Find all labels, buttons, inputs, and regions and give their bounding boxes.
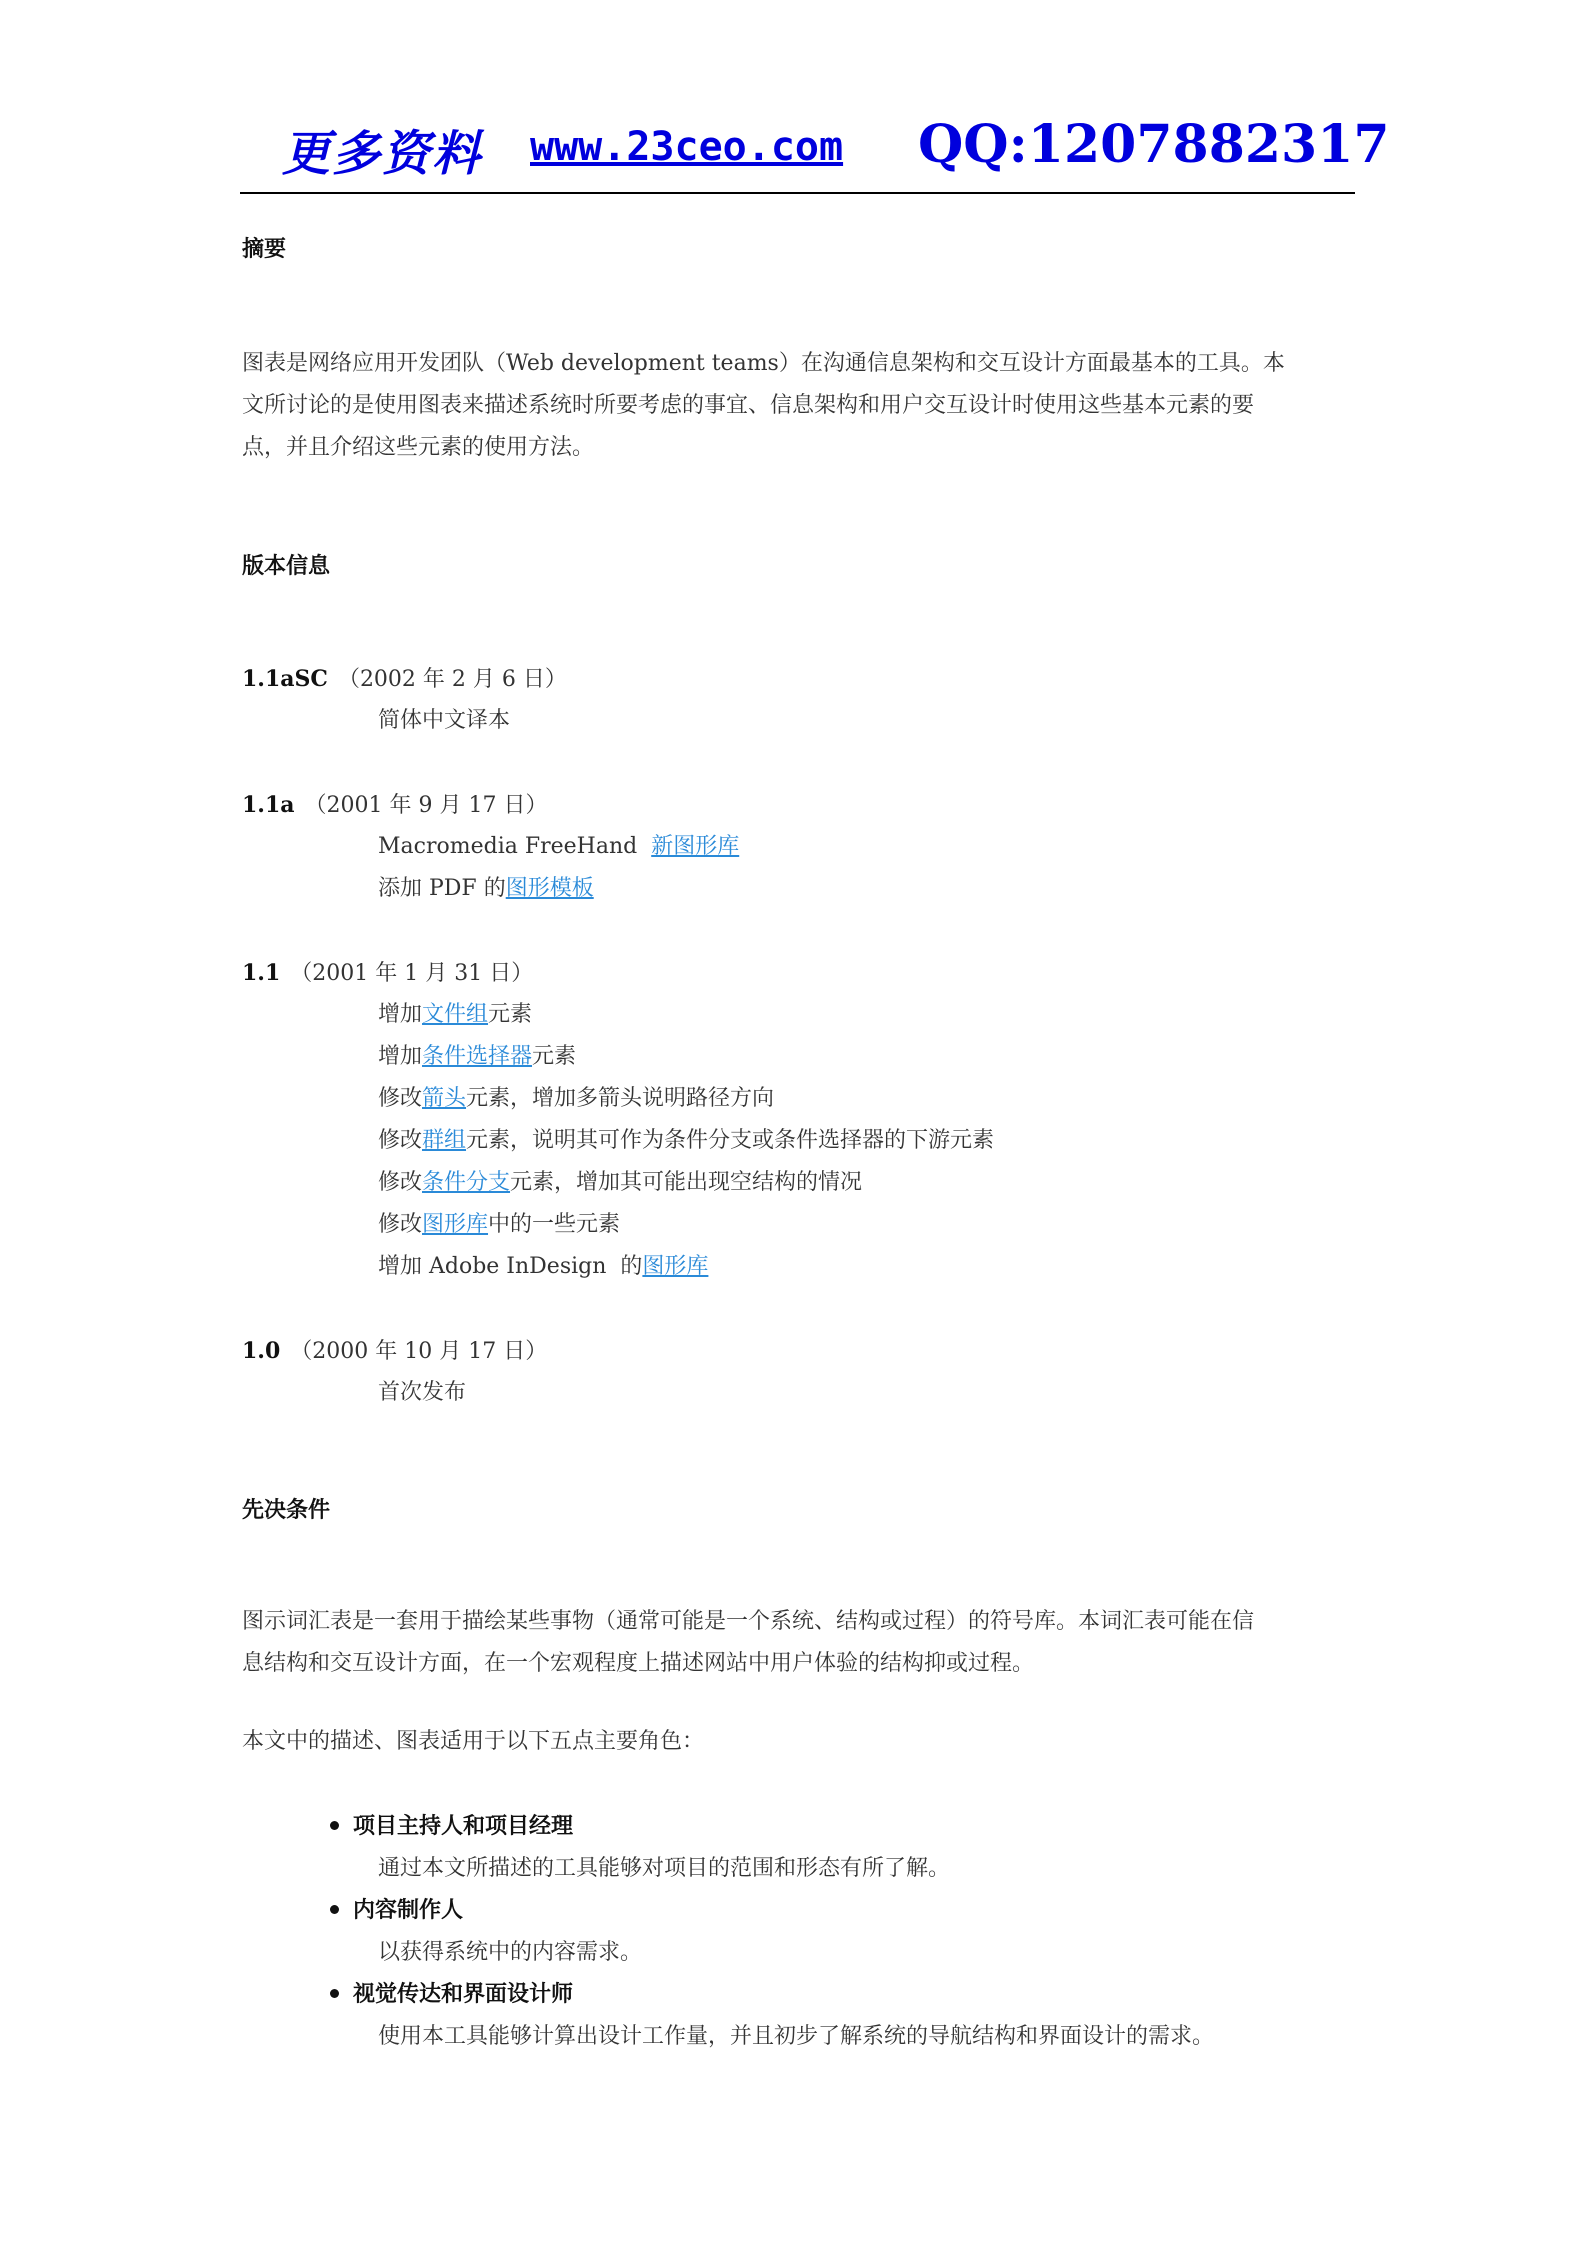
abstract-line: 文所讨论的是使用图表来描述系统时所要考虑的事宜、信息架构和用户交互设计时使用这些基本元素的要 — [242, 393, 1255, 418]
change-text: Macromedia FreeHand — [378, 834, 652, 859]
role-title: 视觉传达和界面设计师 — [353, 1982, 574, 2007]
header-url-link[interactable]: www.23ceo.com — [530, 124, 844, 170]
version-change-item — [378, 1001, 532, 1029]
header-qq-number: QQ:1207882317 — [918, 114, 1390, 175]
version-date: （2000 年 10 月 17 日） — [290, 1339, 548, 1364]
change-text: 元素 — [532, 1044, 577, 1069]
version-date: （2001 年 1 月 31 日） — [290, 961, 534, 986]
version-entry-title — [242, 665, 567, 694]
role-title: 内容制作人 — [353, 1898, 464, 1923]
version-entry-title — [242, 791, 547, 820]
role-description: 使用本工具能够计算出设计工作量，并且初步了解系统的导航结构和界面设计的需求。 — [378, 2024, 1215, 2049]
file-group-link[interactable]: 文件组 — [422, 1002, 489, 1027]
change-text: 增加 — [378, 1002, 423, 1027]
abstract-heading: 摘要 — [242, 237, 287, 262]
header-promo-text: 更多资料 — [282, 126, 483, 182]
role-description: 通过本文所描述的工具能够对项目的范围和形态有所了解。 — [378, 1856, 951, 1881]
version-change-item: 简体中文译本 — [378, 708, 511, 733]
change-text: 增加 — [378, 1044, 423, 1069]
abstract-paragraph — [242, 343, 1357, 469]
freehand-library-link[interactable]: 新图形库 — [651, 834, 740, 859]
version-date: （2002 年 2 月 6 日） — [337, 667, 567, 692]
roles-intro: 本文中的描述、图表适用于以下五点主要角色： — [242, 1729, 705, 1754]
prereq-line: 息结构和交互设计方面，在一个宏观程度上描述网站中用户体验的结构抑或过程。 — [242, 1651, 1035, 1676]
version-change-item — [378, 1169, 862, 1197]
change-text: 元素，增加多箭头说明路径方向 — [466, 1086, 775, 1111]
page-header — [240, 110, 1390, 194]
prereq-heading: 先决条件 — [242, 1498, 331, 1523]
version-date: （2001 年 9 月 17 日） — [304, 793, 548, 818]
version-change-item — [378, 1043, 576, 1071]
arrow-link[interactable]: 箭头 — [422, 1086, 467, 1111]
change-text: 元素 — [488, 1002, 533, 1027]
version-entry-title — [242, 1337, 547, 1366]
change-text: 修改 — [378, 1212, 423, 1237]
bullet-icon — [330, 1905, 339, 1914]
version-change-item — [378, 1211, 620, 1239]
bullet-icon — [330, 1821, 339, 1830]
shape-library-link[interactable]: 图形库 — [422, 1212, 489, 1237]
change-text: 中的一些元素 — [488, 1212, 621, 1237]
abstract-line: 点，并且介绍这些元素的使用方法。 — [242, 435, 595, 460]
prereq-line: 图示词汇表是一套用于描绘某些事物（通常可能是一个系统、结构或过程）的符号库。本词汇表可能在信 — [242, 1609, 1255, 1634]
change-text: 添加 PDF 的 — [378, 876, 506, 901]
list-item — [330, 1977, 573, 2008]
change-text: 元素，增加其可能出现空结构的情况 — [510, 1170, 863, 1195]
version-change-item — [378, 1127, 994, 1155]
version-change-item — [378, 875, 594, 903]
prereq-paragraph — [242, 1601, 1357, 1685]
bullet-icon — [330, 1989, 339, 1998]
version-number: 1.1 — [242, 960, 281, 986]
version-change-item: 首次发布 — [378, 1380, 467, 1405]
version-number: 1.0 — [242, 1338, 281, 1364]
change-text: 修改 — [378, 1170, 423, 1195]
version-change-item — [378, 1253, 708, 1281]
version-number: 1.1aSC — [242, 666, 328, 692]
change-text: 元素，说明其可作为条件分支或条件选择器的下游元素 — [466, 1128, 995, 1153]
role-title: 项目主持人和项目经理 — [353, 1814, 574, 1839]
group-link[interactable]: 群组 — [422, 1128, 467, 1153]
condition-selector-link[interactable]: 条件选择器 — [422, 1044, 533, 1069]
abstract-line: 图表是网络应用开发团队（Web development teams）在沟通信息架构和交互设计方面最基本的工具。本 — [242, 351, 1285, 376]
version-heading: 版本信息 — [242, 554, 331, 579]
version-entry-title — [242, 959, 533, 988]
version-change-item — [378, 833, 739, 861]
change-text: 修改 — [378, 1128, 423, 1153]
version-change-item — [378, 1085, 774, 1113]
conditional-branch-link[interactable]: 条件分支 — [422, 1170, 511, 1195]
change-text: 修改 — [378, 1086, 423, 1111]
change-text: 增加 Adobe InDesign 的 — [378, 1254, 643, 1279]
indesign-library-link[interactable]: 图形库 — [642, 1254, 709, 1279]
role-description: 以获得系统中的内容需求。 — [378, 1940, 643, 1965]
pdf-template-link[interactable]: 图形模板 — [505, 876, 594, 901]
list-item — [330, 1809, 573, 1840]
version-number: 1.1a — [242, 792, 295, 818]
list-item — [330, 1893, 463, 1924]
